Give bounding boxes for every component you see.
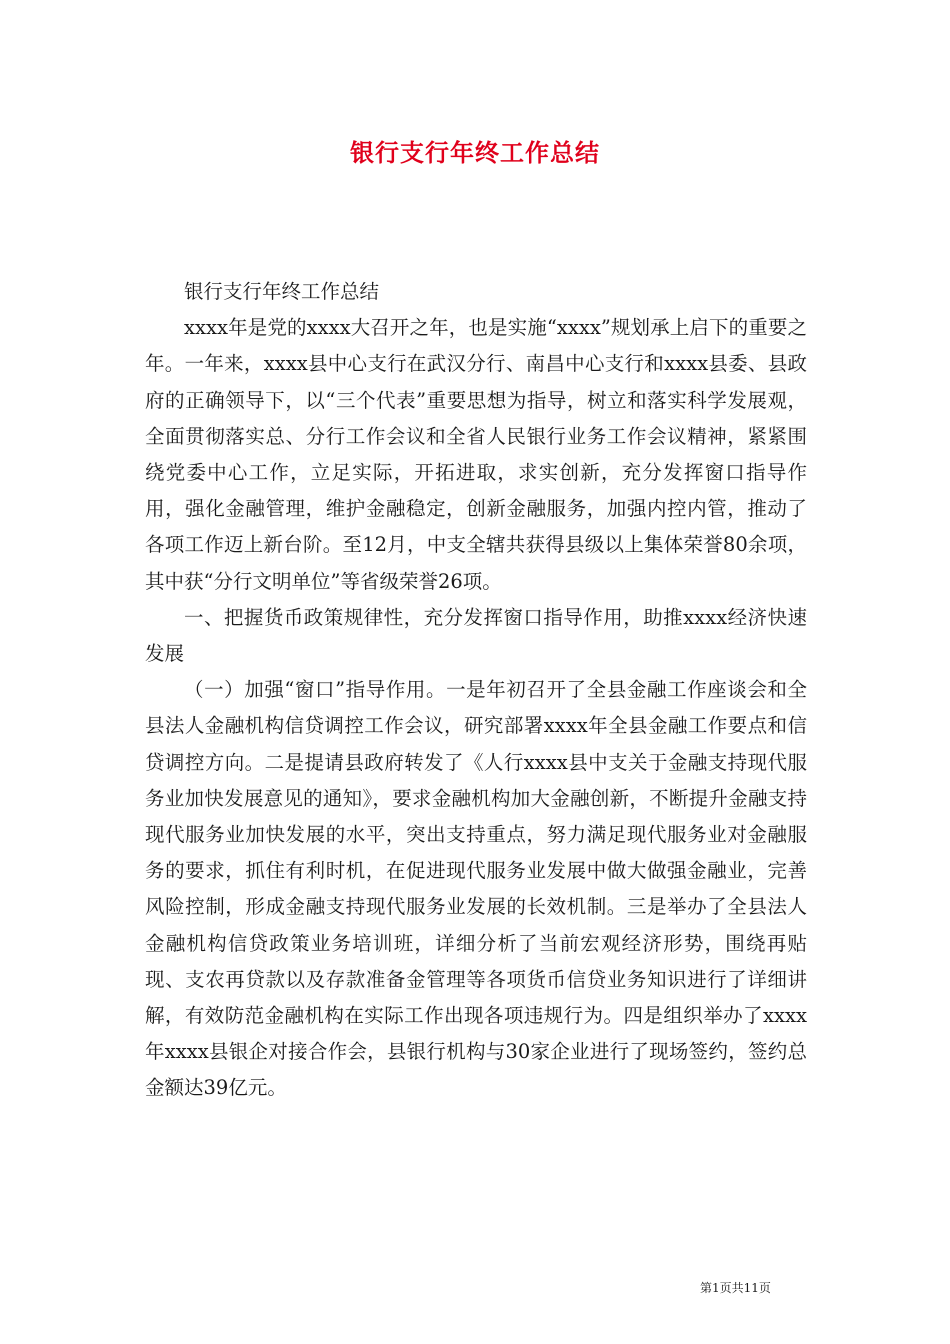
paragraph-window-guidance: （一）加强“窗口”指导作用。一是年初召开了全县金融工作座谈会和全县法人金融机构信贷调控工作会议，研究部署xxxx年全县金融工作要点和信贷调控方向。二是提请县政府转发了《人行xxxx县中支关于金融支持现代服务业加快发展意见的通知》，要求金融机构加大金融创新，不断提升金融支持现代服务业加快发展的水平，突出支持重点，努力满足现代服务业对金融服务的要求，抓住有利时机，在促进现代服务业发展中做大做强金融业，完善风险控制，形成金融支持现代服务业发展的长效机制。三是举办了全县法人金融机构信贷政策业务培训班，详细分析了当前宏观经济形势，围绕再贴现、支农再贷款以及存款准备金管理等各项货币信贷业务知识进行了详细讲解，有效防范金融机构在实际工作出现各项违规行为。四是组织举办了xxxx年xxxx县银企对接合作会，县银行机构与30家企业进行了现场签约，签约总金额达39亿元。 <box>145 678 807 1100</box>
page-number: 第1页共11页 <box>700 1281 771 1295</box>
paragraph-intro: xxxx年是党的xxxx大召开之年，也是实施“xxxx”规划承上启下的重要之年。一年来，xxxx县中心支行在武汉分行、南昌中心支行和xxxx县委、县政府的正确领导下，以“三个代表”重要思想为指导，树立和落实科学发展观，全面贯彻落实总、分行工作会议和全省人民银行业务工作会议精神，紧紧围绕党委中心工作，立足实际，开拓进取，求实创新，充分发挥窗口指导作用，强化金融管理，维护金融稳定，创新金融服务，加强内控内管，推动了各项工作迈上新台阶。至12月，中支全辖共获得县级以上集体荣誉80余项，其中获“分行文明单位”等省级荣誉26项。 <box>145 316 807 593</box>
page-title: 银行支行年终工作总结 <box>350 138 600 167</box>
paragraph-subtitle: 银行支行年终工作总结 <box>184 280 380 303</box>
section-heading: 一、把握货币政策规律性，充分发挥窗口指导作用，助推xxxx经济快速发展 <box>145 605 807 666</box>
document-body <box>145 274 807 1107</box>
